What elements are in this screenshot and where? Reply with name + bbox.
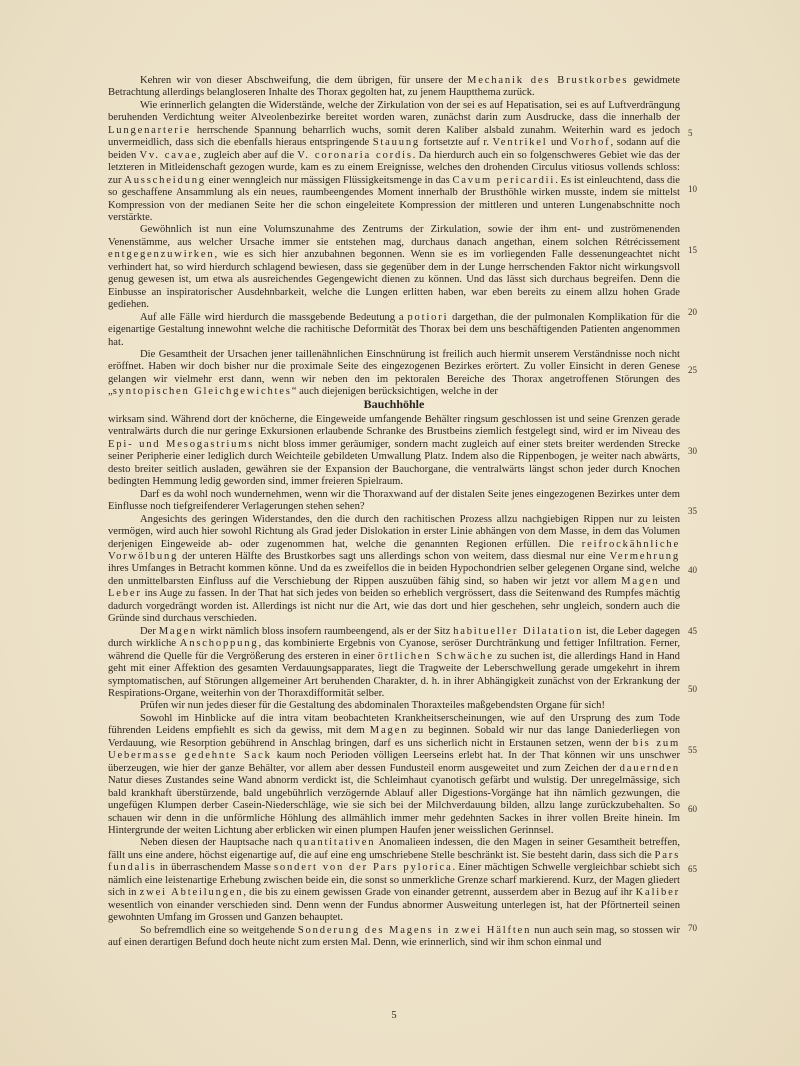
paragraph bbox=[108, 925, 680, 950]
text-run: ist, die Leber dagegen durch wirkliche bbox=[108, 625, 681, 650]
text-run: , zugleich aber auf die bbox=[197, 149, 298, 161]
spaced-emphasis: dauernden bbox=[619, 762, 680, 774]
paragraph bbox=[108, 489, 680, 514]
text-block-upper bbox=[108, 75, 680, 399]
spaced-emphasis: Vv. cavae bbox=[139, 149, 198, 161]
text-run: herrschende Spannung beharrlich wuchs, somit deren Kaliber alsbald zunahm. Weiterhin ward es jedoch unvermeidlich, dass sich die ebenfalls hieraus entspringende bbox=[108, 124, 680, 149]
paragraph bbox=[108, 100, 680, 225]
text-run: Gewöhnlich ist nun eine Volumszunahme des Zentrums der Zirkulation, sowie der ihm ent- und zuströmenenden Venenstämme, aus welcher Ursache immer sie entstehen mag, durchaus danach angethan, einem solchen Rétrécissement bbox=[108, 224, 680, 248]
text-run: Wie erinnerlich gelangten die Widerstände, welche der Zirkulation von der sei es auf Hepatisation, sei es auf Luftverdrängung beruhenden Verdichtung weiter Alveolenbezirke bereitet worden waren, zunächst darin zum Ausdrucke, dass die innerhalb der bbox=[108, 99, 680, 124]
paragraph bbox=[108, 626, 680, 701]
spaced-emphasis: örtlichen Schwäche bbox=[377, 650, 494, 662]
line-number: 65 bbox=[688, 864, 697, 874]
text-run: in überraschendem Masse bbox=[156, 862, 274, 874]
line-number: 30 bbox=[688, 446, 697, 456]
text-run: wirkt nämlich bloss insofern raumbeengend, als er der Sitz bbox=[197, 625, 454, 637]
text-run: , sodann auf die beiden bbox=[108, 137, 681, 161]
text-run: Anomalieen indessen, die den Magen in seiner Gesamtheit betreffen, fällt uns eine andere, höchst eigenartige auf, die auf eine eng umschriebene Stelle beschränkt ist. Sie besteht darin, dass sich die bbox=[108, 837, 680, 861]
spaced-emphasis: Leber bbox=[108, 588, 142, 600]
line-number: 25 bbox=[688, 365, 697, 375]
spaced-emphasis: syntopischen Gleichgewichtes bbox=[112, 386, 292, 398]
text-run: wirksam sind. Während dort der knöcherne, die Eingeweide umfangende Behälter ringsum geschlossen ist und seine Grenzen gerade ventralwärts durch die nur geringe Exkursionen erlaubende Schranke des Brustbeins ziemlich festgelegt sind, wird er im Niveau des bbox=[108, 414, 680, 438]
spaced-emphasis: quantitativen bbox=[296, 837, 376, 849]
text-run: der unteren Hälfte des Brustkorbes sagt uns allerdings schon von weitem, dass diesmal nur eine bbox=[178, 550, 610, 562]
spaced-emphasis: Vermehrung bbox=[609, 550, 680, 562]
spaced-emphasis: potiori bbox=[407, 311, 449, 323]
text-run: Die Gesamtheit der Ursachen jener taillenähnlichen Einschnürung ist freilich auch hiermit unserem Verständnisse noch nicht eröffnet. Haben wir doch bisher nur die proximale Seite des eingezogenen Bezirkes erörtert. Zu voller Einsicht in deren Genese gelangen wir vielmehr erst dann, wenn wir neben den im pektoralen Bereiche des Thorax angetroffenen Störungen des „ bbox=[108, 348, 680, 398]
spaced-emphasis: bis zum Uebermasse gedehnte Sack bbox=[108, 737, 680, 762]
line-number: 40 bbox=[688, 565, 697, 575]
spaced-emphasis: Pars fundalis bbox=[108, 849, 680, 874]
text-run: nicht bloss immer geräumiger, sondern macht zugleich auf einer stets breiter werdenden Strecke seiner Peripherie einer lediglich durch Weichteile gebildeten Umwallung Platz. Indem also die Rippenbogen, je weiter nach abwärts, desto breiter seitlich ausladen, gewähren sie der Expansion der Bauchorgane, die ventralwärts längst schon jeder durch Knochen bedingten Hemmung ledig geworden sind, immer freieren Spielraum. bbox=[108, 438, 680, 488]
text-run: zu suchen ist, die allerdings Hand in Hand geht mit einer Affektion des gesamten Verdauungsapparates, liegt die Tragweite der Leberschwellung gerade umgekehrt in ihrem symptomatischen, auf Störungen allgemeiner Art beruhenden Charakter, d. h. in ihrer Abhängigkeit zunächst von der Erkrankung der Respirations-Organe, weiterhin von der Thoraxdifformität selber. bbox=[108, 650, 680, 699]
spaced-emphasis: Kaliber bbox=[635, 887, 680, 899]
line-number: 15 bbox=[688, 245, 697, 255]
spaced-emphasis: reifrockähnliche Vorwölbung bbox=[108, 538, 680, 562]
spaced-emphasis: Cavum pericardii bbox=[452, 174, 556, 186]
text-run: Darf es da wohl noch wundernehmen, wenn wir die Thoraxwand auf der distalen Seite jenes eingezogenen Bezirkes unter dem Einflusse noch tiefgreifenderer Verlagerungen stehen sehen? bbox=[108, 488, 680, 513]
line-number: 5 bbox=[688, 128, 693, 138]
text-run: dargethan, die der pulmonalen Komplikation für die eigenartige Gestaltung innewohnt welche die rachitische Deformität des Thorax bei dem uns beschäftigenden Patienten angenommen hat. bbox=[108, 311, 680, 348]
text-run: ihres Umfanges in Betracht kommen könne. Und da es zweifellos die in beiden Hypochondrien selber gelegenen Organe sind, welche den unmittelbarsten Einfluss auf die Verschiebung der Rippen auszuüben fähig sind, so haben wir jetzt vor allem bbox=[108, 563, 680, 587]
text-run: Der bbox=[140, 625, 159, 637]
text-run: einer wenngleich nur mässigen Flüssigkeitsmenge in das bbox=[205, 174, 453, 186]
spaced-emphasis: Ventrikel bbox=[492, 137, 548, 149]
paragraph bbox=[108, 312, 680, 349]
spaced-emphasis: Lungenarterie bbox=[108, 124, 191, 136]
paragraph bbox=[108, 349, 680, 399]
paragraph bbox=[108, 75, 680, 100]
paragraph bbox=[108, 713, 680, 838]
text-run: Prüfen wir nun jedes dieser für die Gestaltung des abdominalen Thoraxteiles maßgebendsten Organe für sich! bbox=[140, 700, 606, 712]
text-run: Kehren wir von dieser Abschweifung, die dem übrigen, für unsere der bbox=[140, 75, 468, 86]
text-run: . Es ist einleuchtend, dass die so geschaffene Ansammlung als ein neues, raumbeengendes Moment innerhalb der Brusthöhle wirken musste, indem sie mittelst Kompression von der medianen Seite her die schon eingeleitete Kompression der mittleren und unteren Lungenabschnitte noch verstärkte. bbox=[108, 174, 680, 223]
line-number: 10 bbox=[688, 184, 697, 194]
paragraph bbox=[108, 837, 680, 924]
line-number: 20 bbox=[688, 307, 697, 317]
spaced-emphasis: Magen bbox=[621, 575, 660, 587]
line-number: 35 bbox=[688, 506, 697, 516]
section-heading: Bauchhöhle bbox=[363, 397, 425, 411]
paragraph bbox=[108, 700, 680, 712]
spaced-emphasis: Epi- und Mesogastriums bbox=[108, 438, 255, 450]
spaced-emphasis: habitueller Dilatation bbox=[453, 625, 584, 637]
text-run: und bbox=[547, 137, 571, 149]
line-number: 45 bbox=[688, 626, 697, 636]
text-run: “ auch diejenigen berücksichtigen, welche in der bbox=[291, 386, 498, 398]
text-run: Neben diesen der Hauptsache nach bbox=[140, 837, 297, 849]
spaced-emphasis: Magen bbox=[369, 725, 409, 737]
text-run: So befremdlich eine so weitgehende bbox=[140, 924, 298, 936]
line-number: 60 bbox=[688, 804, 697, 814]
text-run: zu beginnen. Sobald wir nur das lange Daniederliegen von Verdauung, wie Resorption gebührend in Anschlag bringen, darf es uns sicherlich nicht in Erstaunen setzen, wenn der bbox=[108, 725, 680, 749]
text-run: . Da hierdurch auch ein so folgenschweres Gebiet wie das der letzteren in Mitleidenschaft gezogen wurde, kam es zu einem Ereignisse, welches den drohenden Circulus vitiosus vollends schloss: zur bbox=[108, 149, 680, 186]
text-run: fortsetzte auf r. bbox=[420, 137, 493, 149]
text-run: und bbox=[659, 575, 680, 587]
spaced-emphasis: sondert von der Pars pylorica bbox=[274, 862, 453, 874]
text-run: Angesichts des geringen Widerstandes, den die durch den rachitischen Prozess allzu nachgiebigen Rippen nur zu leisten vermögen, wird auch hier sowohl Richtung als Grad jeder Dislokation in erster Linie abhängen von dem Masse, in dem das Volumen derjenigen Eingeweide ab- oder zugenommen hat, welche die genannten Regionen erfüllen. Die bbox=[108, 513, 680, 550]
text-run: Auf alle Fälle wird hierdurch die massgebende Bedeutung a bbox=[140, 311, 408, 323]
spaced-emphasis: Mechanik des Brustkorbes bbox=[467, 75, 629, 86]
spaced-emphasis: entgegenzuwirken bbox=[108, 249, 215, 261]
text-run: nun auch sein mag, so stossen wir auf einen derartigen Befund doch heute nicht zum ersten Mal. Denn, wie erinnerlich, sind wir ihm schon einmal und bbox=[108, 924, 680, 949]
line-number: 50 bbox=[688, 684, 697, 694]
spaced-emphasis: zwei Abteilungen bbox=[139, 887, 244, 899]
paragraph bbox=[108, 224, 680, 311]
text-run: gewidmete Betrachtung allerdings belangloseren Inhalte des Thorax gegolten hat, zu jenem Hauptthema zurück. bbox=[108, 75, 680, 99]
paragraph bbox=[108, 414, 680, 489]
text-run: , die bis zu einem gewissen Grade von einander getrennt, ausserdem aber in Bezug auf ihr bbox=[243, 887, 636, 899]
spaced-emphasis: Sonderung des Magens in zwei Hälften bbox=[297, 924, 532, 936]
spaced-emphasis: Ausscheidung bbox=[124, 174, 206, 186]
text-run: Sowohl im Hinblicke auf die intra vitam beobachteten Krankheitserscheinungen, wie auf den Ursprung des zum Tode führenden Leidens empfiehlt es sich da gewiss, mit dem bbox=[108, 712, 680, 737]
text-run: . Einer mächtigen Schwelle vergleichbar schiebt sich nämlich eine leistenartige Erhebung zwischen beide ein, die sonst so unmerkliche Grenze scharf markierend. Kurz, der Magen gliedert sich in bbox=[108, 862, 680, 899]
paragraph bbox=[108, 514, 680, 626]
text-block-lower bbox=[108, 414, 680, 949]
line-number: 70 bbox=[688, 923, 697, 933]
spaced-emphasis: V. coronaria cordis bbox=[297, 149, 413, 161]
text-run: ins Auge zu fassen. In der That hat sich jedes von beiden so erheblich vergrössert, dass die Seitenwand des Rumpfes mächtig dadurch vorgedrängt worden ist. Allerdings ist nicht nur die Art, wie das dort und hier geschehen, sehr ungleich, sondern auch die Gründe sind durchaus verschieden. bbox=[108, 588, 680, 625]
text-run: , wie es sich hier anzubahnen begonnen. Wenn sie es im vorliegenden Falle dessenungeachtet nicht verhindert hat, so wird hierdurch schlagend bewiesen, dass sie gegenüber dem in der Lunge herrschenden Faktor nicht wirkungsvoll genug gewesen ist, um etwa als ausreichendes Gegengewicht dienen zu können. Und das lässt sich durchaus begreifen. Denn die Einbusse an inspiratorischer Ausdehnbarkeit, welche die Lungen erlitten haben, war eben bereits zu einem allzu hohen Grade gediehen. bbox=[108, 249, 680, 311]
spaced-emphasis: Stauung bbox=[372, 137, 421, 149]
spaced-emphasis: Anschoppung bbox=[179, 638, 259, 650]
text-run: kaum noch Perioden völligen Leerseins erlebt hat. In der That können wir uns unschwer überzeugen, wie hier der ganze Behälter, vor allem aber dessen Fundusteil enorm ausgeweitet und zum Zeichen der bbox=[108, 750, 680, 774]
spaced-emphasis: Magen bbox=[158, 625, 198, 637]
text-run: Natur dieses Zustandes seine Wand abnorm verdickt ist, die Schleimhaut cyanotisch gefärbt und wulstig. Der unregelmässige, sich bald krankhaft überstürzende, bald ungebührlich verzögernde Ablauf aller Digestions-Vorgänge hat ihn nämlich gezwungen, die ungefügen Klumpen derber Casein-Niederschläge, wie sie sich bei der Milchverdauung bilden, allzu lange zurückzubehalten. So schauen wir denn in die unförmliche Höhlung des allmählich immer mehr gedehnten Sackes in ihrer vollen Breite hinein. Im Hintergrunde der weiten Lichtung aber erblicken wir einen plumpen Haufen jener weisslichen Gerinnsel. bbox=[108, 775, 680, 836]
text-run: wesentlich von einander verschieden sind. Denn wenn der Fundus abnormer Ausweitung unterlegen ist, hat der Pförtnerteil seinen gewohnten Umfang im Grossen und Ganzen behauptet. bbox=[108, 899, 680, 924]
text-run: , das kombinierte Ergebnis von Cyanose, seröser Durchtränkung und fettiger Infiltration. Ferner, während die Quelle für die Vergrößerung des ersteren in einer bbox=[108, 638, 680, 662]
line-number: 55 bbox=[688, 745, 697, 755]
page-number: 5 bbox=[391, 1010, 397, 1021]
spaced-emphasis: Vorhof bbox=[570, 137, 611, 149]
